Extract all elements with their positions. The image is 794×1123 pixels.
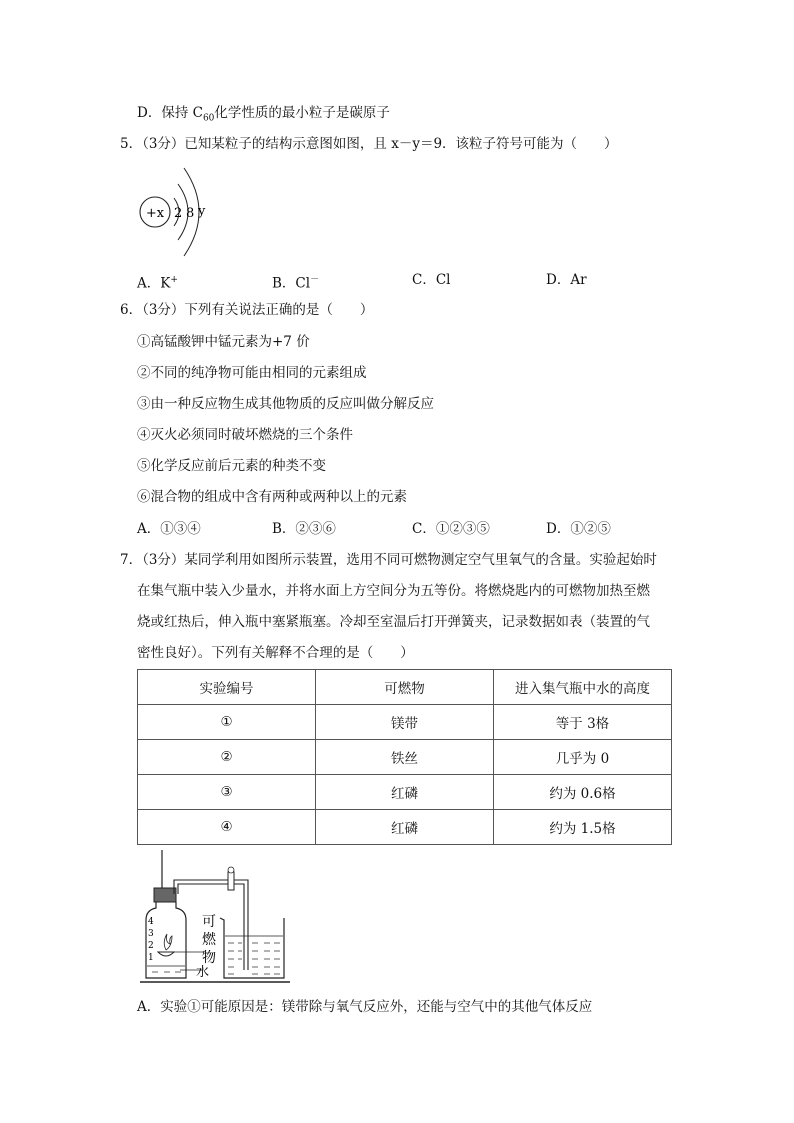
scale-mark-1: 1 <box>148 953 154 963</box>
q6-statement-5: ⑤化学反应前后元素的种类不变 <box>137 458 326 474</box>
table-cell: 约为 1.5格 <box>494 810 672 845</box>
table-row <box>138 775 672 810</box>
q5-stem: 5．（3分）已知某粒子的结构示意图如图，且 x－y＝9．该粒子符号可能为（ ） <box>120 136 618 152</box>
combustible-label-2: 燃 <box>202 932 216 948</box>
q7-stem-line-1: 7．（3分）某同学利用如图所示装置，选用不同可燃物测定空气里氧气的含量。实验起始时 <box>120 552 657 568</box>
table-cell: 铁丝 <box>316 740 494 775</box>
experiment-table <box>137 669 672 845</box>
q5-option-b-sup: － <box>310 275 320 285</box>
beaker-water <box>228 943 280 974</box>
combustible-label-1: 可 <box>202 914 216 930</box>
q6-statement-6: ⑥混合物的组成中含有两种或两种以上的元素 <box>137 489 407 505</box>
q7-option-a: A．实验①可能原因是：镁带除与氧气反应外，还能与空气中的其他气体反应 <box>137 999 593 1015</box>
q6-option-d: D．①②⑤ <box>546 521 611 537</box>
apparatus-diagram <box>140 848 300 988</box>
table-cell: ① <box>138 705 316 740</box>
q6-statement-2: ②不同的纯净物可能由相同的元素组成 <box>137 365 367 381</box>
combustion-spoon <box>158 952 174 956</box>
q4-option-d-sub: 60 <box>202 113 215 124</box>
q4-option-d-suffix: 化学性质的最小粒子是碳原子 <box>214 105 390 121</box>
q5-option-a-label: A．K <box>137 275 171 292</box>
q7-stem-line-4: 密性良好）。下列有关解释不合理的是（ ） <box>137 645 414 661</box>
q7-stem-line-2: 在集气瓶中装入少量水，并将水面上方空间分为五等份。将燃烧匙内的可燃物加热至燃 <box>137 583 650 599</box>
q7-stem-line-3: 烧或红热后，伸入瓶中塞紧瓶塞。冷却至室温后打开弹簧夹，记录数据如表（装置的气 <box>137 614 650 630</box>
q5-option-b-label: B．Cl <box>272 275 311 292</box>
table-row <box>138 705 672 740</box>
q6-option-c: C．①②③⑤ <box>412 521 490 537</box>
scale-mark-3: 3 <box>148 929 154 939</box>
q6-option-b: B．②③⑥ <box>272 521 336 537</box>
gas-bottle <box>146 902 186 978</box>
bottle-stopper <box>154 888 176 902</box>
shell-3-electrons: y <box>198 204 206 219</box>
clamp-knob <box>228 867 234 873</box>
table-cell: 几乎为 0 <box>494 740 672 775</box>
table-header: 可燃物 <box>316 670 494 705</box>
table-cell: 等于 3格 <box>494 705 672 740</box>
scale-mark-4: 4 <box>148 917 154 927</box>
table-cell: ② <box>138 740 316 775</box>
shell-1-electrons: 2 <box>174 206 183 221</box>
flame-icon <box>164 934 172 950</box>
q5-option-d <box>546 270 587 290</box>
table-header: 实验编号 <box>138 670 316 705</box>
table-cell: 约为 0.6格 <box>494 775 672 810</box>
q6-statement-4: ④灭火必须同时破坏燃烧的三个条件 <box>137 427 353 443</box>
table-row <box>138 740 672 775</box>
scale-mark-2: 2 <box>148 941 154 951</box>
spring-clamp <box>228 872 234 890</box>
table-cell: 红磷 <box>316 810 494 845</box>
q5-option-a <box>137 270 178 294</box>
q5-option-c-label: C．Cl <box>412 272 451 288</box>
q4-option-d-prefix: D．保持 C <box>137 105 203 121</box>
q5-option-a-sup: + <box>170 275 178 285</box>
shell-2-electrons: 8 <box>186 206 195 221</box>
q4-option-d <box>137 103 390 129</box>
q6-option-a: A．①③④ <box>137 521 201 537</box>
table-header-row <box>138 670 672 705</box>
atom-structure-diagram <box>134 162 224 262</box>
beaker <box>220 918 284 978</box>
table-cell: 镁带 <box>316 705 494 740</box>
q6-stem: 6．（3分）下列有关说法正确的是（ ） <box>120 302 374 318</box>
combustible-label-3: 物 <box>202 950 216 966</box>
water-label: 水 <box>196 965 210 980</box>
q6-statement-3: ③由一种反应物生成其他物质的反应叫做分解反应 <box>137 396 434 412</box>
table-cell: ④ <box>138 810 316 845</box>
q6-statement-1: ①高锰酸钾中锰元素为+7 价 <box>137 334 310 350</box>
table-cell: 红磷 <box>316 775 494 810</box>
q5-option-d-label: D．Ar <box>546 272 587 288</box>
q5-option-b <box>272 270 319 294</box>
q5-option-c <box>412 270 450 290</box>
nucleus-charge: +x <box>145 206 165 221</box>
table-cell: ③ <box>138 775 316 810</box>
table-header: 进入集气瓶中水的高度 <box>494 670 672 705</box>
table-row <box>138 810 672 845</box>
